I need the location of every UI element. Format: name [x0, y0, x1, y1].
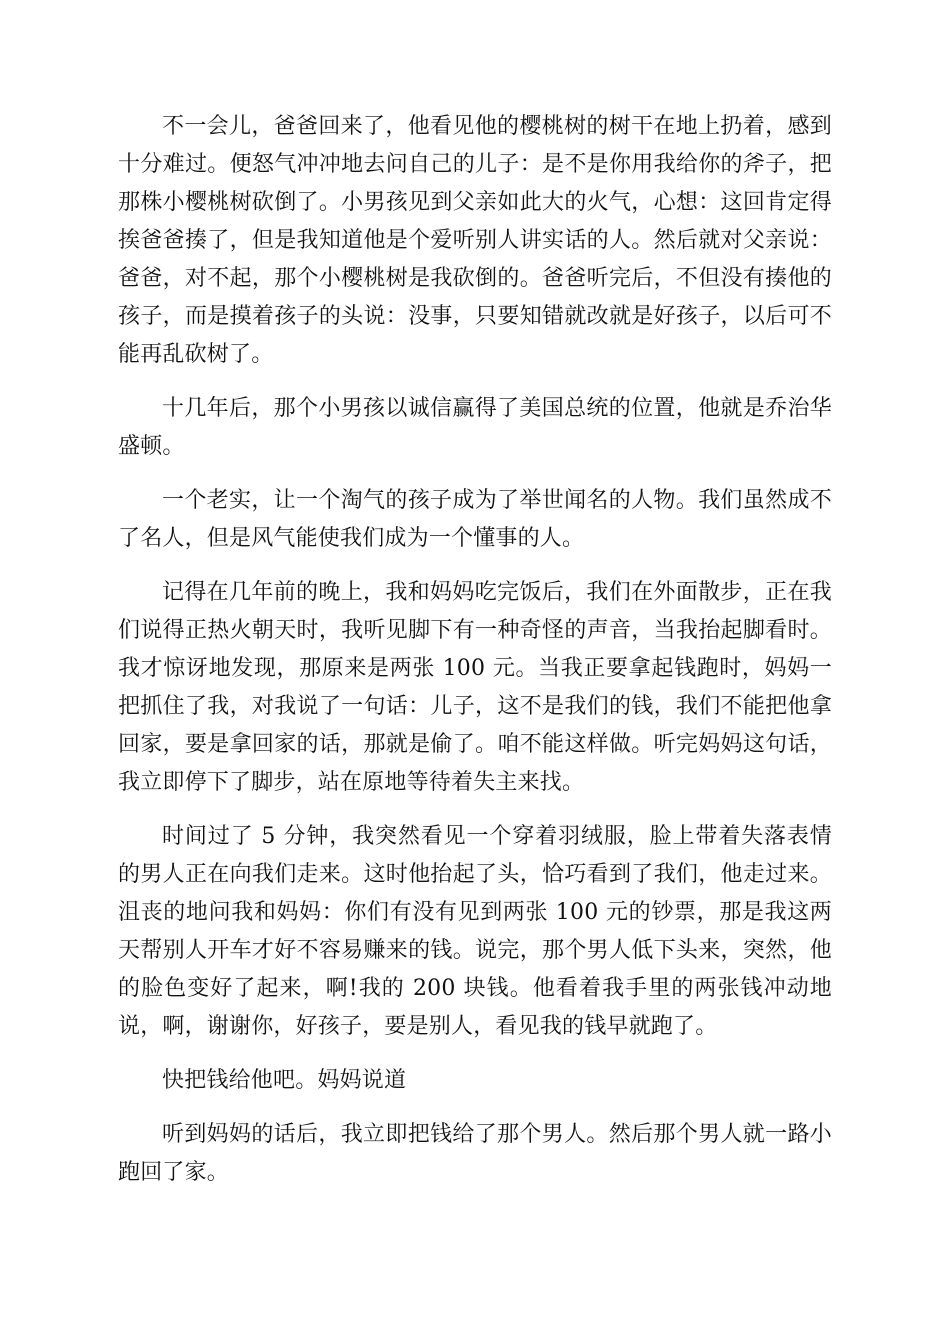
paragraph-3: 一个老实，让一个淘气的孩子成为了举世闻名的人物。我们虽然成不了名人，但是风气能使我们成为一个懂事的人。 [118, 488, 832, 551]
document-body [118, 108, 832, 1208]
paragraph-5: 时间过了 5 分钟，我突然看见一个穿着羽绒服，脸上带着失落表情的男人正在向我们走来。这时他抬起了头，恰巧看到了我们，他走过来。沮丧的地问我和妈妈：你们有没有见到两张 100 元的钞票，那是我这两天帮别人开车才好不容易赚来的钱。说完，那个男人低下头来，突然，他的脸色变好了起来，啊!我的 200 块钱。他看着我手里的两张钱冲动地说，啊，谢谢你，好孩子，要是别人，看见我的钱早就跑了。 [118, 824, 832, 1039]
paragraph-6: 快把钱给他吧。妈妈说道 [162, 1068, 407, 1093]
paragraph-1: 不一会儿，爸爸回来了，他看见他的樱桃树的树干在地上扔着，感到十分难过。便怒气冲冲地去问自己的儿子：是不是你用我给你的斧子，把那株小樱桃树砍倒了。小男孩见到父亲如此大的火气，心想：这回肯定得挨爸爸揍了，但是我知道他是个爱听别人讲实话的人。然后就对父亲说：爸爸，对不起，那个小樱桃树是我砍倒的。爸爸听完后，不但没有揍他的孩子，而是摸着孩子的头说：没事，只要知错就改就是好孩子，以后可不能再乱砍树了。 [118, 114, 832, 367]
paragraph-2: 十几年后，那个小男孩以诚信赢得了美国总统的位置，他就是乔治华盛顿。 [118, 396, 832, 459]
paragraph-7: 听到妈妈的话后，我立即把钱给了那个男人。然后那个男人就一路小跑回了家。 [118, 1122, 832, 1185]
paragraph-4: 记得在几年前的晚上，我和妈妈吃完饭后，我们在外面散步，正在我们说得正热火朝天时，我听见脚下有一种奇怪的声音，当我抬起脚看时。我才惊讶地发现，那原来是两张 100 元。当我正要拿起钱跑时，妈妈一把抓住了我，对我说了一句话：儿子，这不是我们的钱，我们不能把他拿回家，要是拿回家的话，那就是偷了。咱不能这样做。听完妈妈这句话，我立即停下了脚步，站在原地等待着失主来找。 [118, 580, 832, 795]
